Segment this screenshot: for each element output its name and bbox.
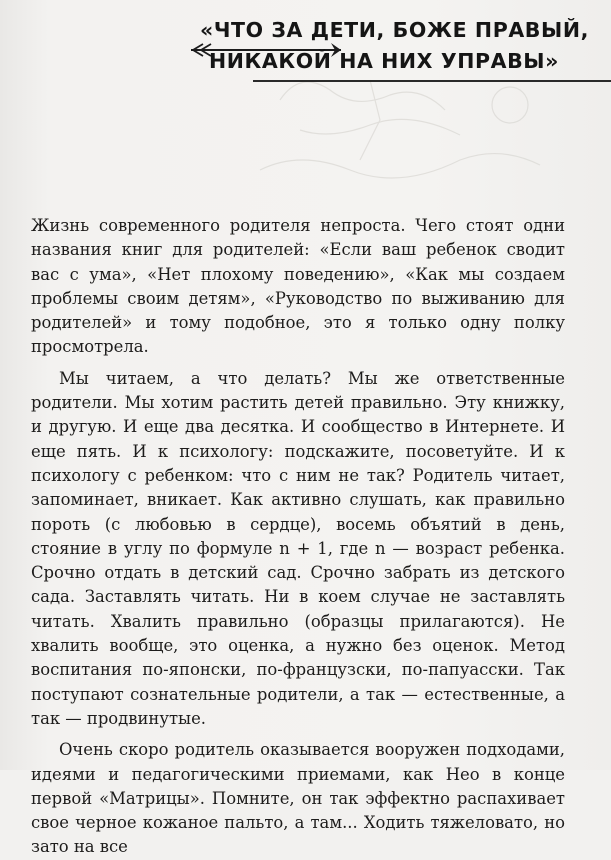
- paragraph-1: Жизнь современного родителя непроста. Чего стоят одни названия книг для родителей: «Если ваш ребенок сводит вас с ума», «Нет плохому поведению», «Как мы создаем проблемы своим детям», «Руководство по выживанию для родителей» и тому подобное, это я только одну полку просмотрела.: [31, 216, 565, 357]
- paragraph-3: Очень скоро родитель оказывается вооружен подходами, идеями и педагогическими приемами, как Нео в конце первой «Матрицы». Помните, он так эффектно распахивает свое черное кожаное пальто, а там... Ходить тяжеловато, но зато на все: [31, 740, 565, 857]
- chapter-body: [31, 214, 565, 860]
- chapter-header: [191, 18, 611, 98]
- chapter-title-line-1: «ЧТО ЗА ДЕТИ, БОЖЕ ПРАВЫЙ,: [200, 18, 589, 42]
- chapter-title-line-2: НИКАКОЙ НА НИХ УПРАВЫ»: [209, 49, 559, 73]
- title-underline: [253, 80, 611, 82]
- paragraph-2: Мы читаем, а что делать? Мы же ответственные родители. Мы хотим растить детей правильно. Эту книжку, и другую. И еще два десятка. И сообщество в Интернете. И еще пять. И к психологу: подскажите, посоветуйте. И к психологу с ребенком: что с ним не так? Родитель читает, запоминает, вникает. Как активно слушать, как правильно пороть (с любовью в сердце), восемь объятий в день, стояние в углу по формуле n + 1, где n — возраст ребенка. Срочно отдать в детский сад. Срочно забрать из детского сада. Заставлять читать. Ни в коем случае не заставлять читать. Хвалить правильно (образцы прилагаются). Не хвалить вообще, это оценка, а нужно без оценок. Метод воспитания по-японски, по-французски, по-папуасски. Так поступают сознательные родители, а так — естественные, а так — продвинутые.: [31, 368, 565, 728]
